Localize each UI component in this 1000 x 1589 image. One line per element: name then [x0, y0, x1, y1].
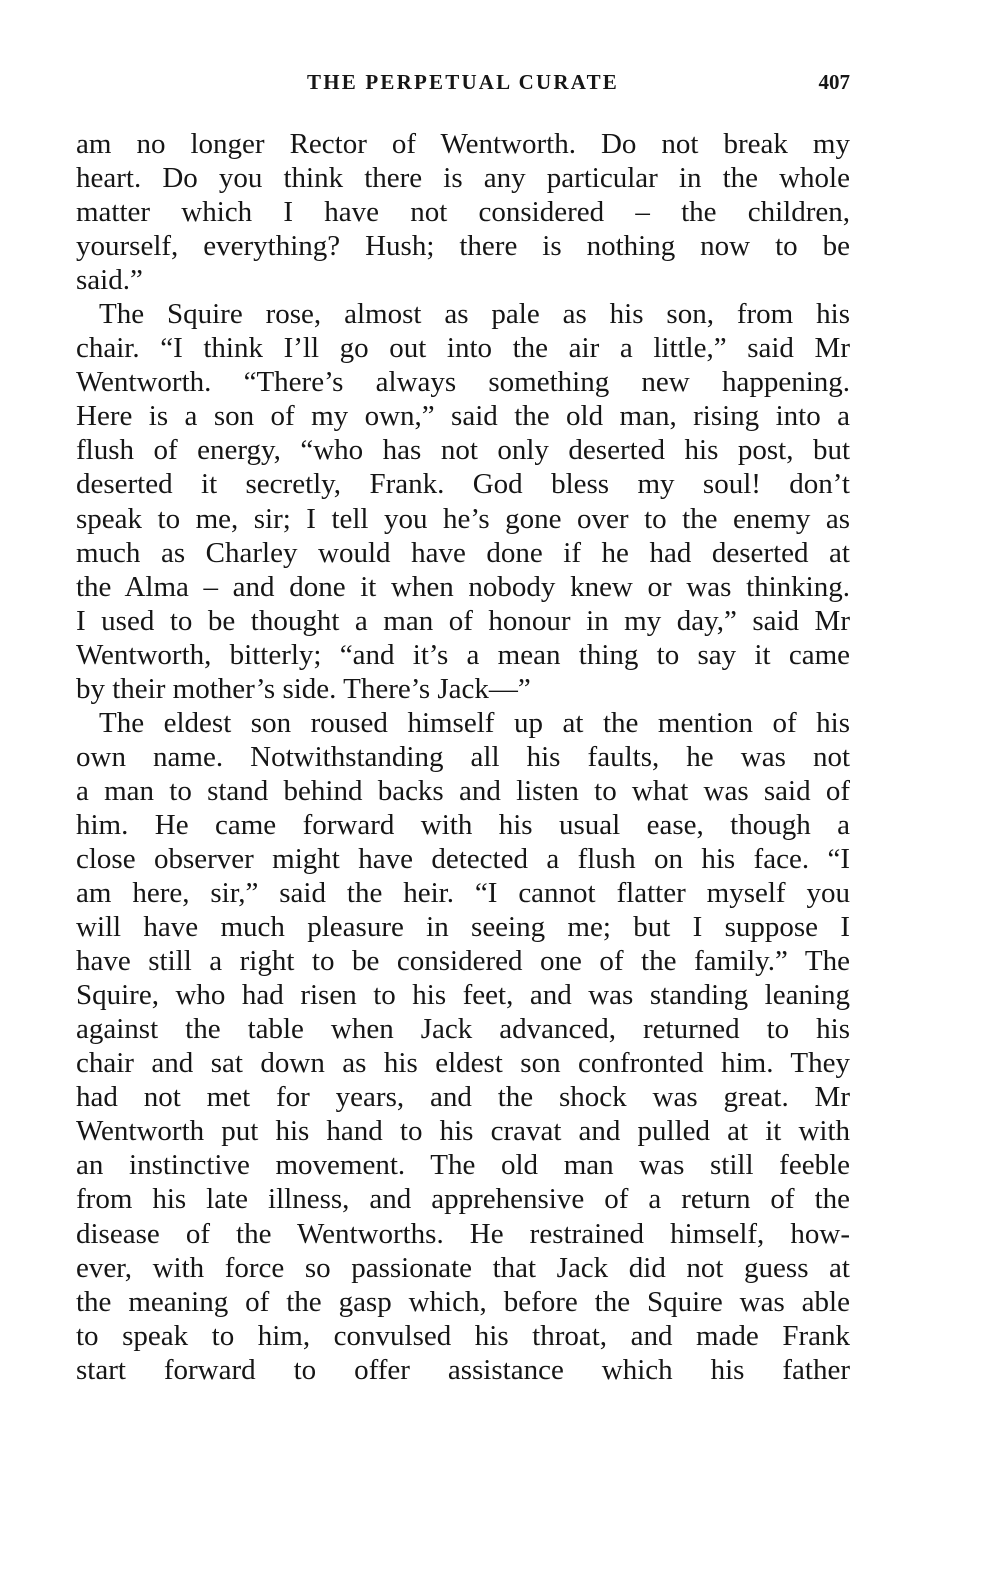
text-line: Here is a son of my own,” said the old man, rising into a	[76, 400, 850, 433]
text-line: I used to be thought a man of honour in my day,” said Mr	[76, 604, 850, 637]
text-line: am here, sir,” said the heir. “I cannot flatter myself you	[76, 877, 850, 910]
text-line: him. He came forward with his usual ease, though a	[76, 808, 850, 841]
text-line: Wentworth put his hand to his cravat and pulled at it with	[76, 1115, 850, 1148]
text-line: from his late illness, and apprehensive of a return of the	[76, 1183, 850, 1216]
text-line: speak to me, sir; I tell you he’s gone over to the enemy as	[76, 502, 850, 535]
text-line: by their mother’s side. There’s Jack—”	[76, 672, 531, 705]
text-line: an instinctive movement. The old man was still feeble	[76, 1149, 850, 1182]
text-line: said.”	[76, 264, 143, 297]
text-line: am no longer Rector of Wentworth. Do not break my	[76, 128, 850, 160]
text-line: matter which I have not considered – the children,	[76, 196, 850, 229]
text-line: Wentworth. “There’s always something new happening.	[76, 366, 850, 399]
text-line: yourself, everything? Hush; there is nothing now to be	[76, 230, 850, 263]
text-line: have still a right to be considered one of the family.” The	[76, 945, 850, 978]
text-line: The Squire rose, almost as pale as his son, from his	[99, 298, 850, 331]
text-line: start forward to offer assistance which his father	[76, 1353, 850, 1386]
text-line: The eldest son roused himself up at the mention of his	[99, 706, 850, 739]
text-line: the Alma – and done it when nobody knew or was thinking.	[76, 570, 850, 603]
running-head	[76, 70, 850, 102]
text-line: chair. “I think I’ll go out into the air a little,” said Mr	[76, 332, 850, 365]
running-title: THE PERPETUAL CURATE	[307, 70, 619, 94]
text-line: had not met for years, and the shock was great. Mr	[76, 1081, 850, 1114]
text-line: Squire, who had risen to his feet, and was standing leaning	[76, 979, 850, 1012]
text-line: much as Charley would have done if he had deserted at	[76, 536, 850, 569]
page-number: 407	[818, 70, 850, 94]
text-line: Wentworth, bitterly; “and it’s a mean thing to say it came	[76, 638, 850, 671]
text-line: against the table when Jack advanced, returned to his	[76, 1013, 850, 1046]
text-line: the meaning of the gasp which, before the Squire was able	[76, 1285, 850, 1318]
body-text	[76, 127, 850, 1387]
text-line: disease of the Wentworths. He restrained himself, how-	[76, 1217, 850, 1250]
text-line: to speak to him, convulsed his throat, and made Frank	[76, 1319, 850, 1352]
text-line: ever, with force so passionate that Jack did not guess at	[76, 1251, 850, 1284]
text-line: heart. Do you think there is any particular in the whole	[76, 162, 850, 195]
text-line: chair and sat down as his eldest son confronted him. They	[76, 1047, 850, 1080]
text-line: flush of energy, “who has not only deserted his post, but	[76, 434, 850, 467]
text-line: will have much pleasure in seeing me; but I suppose I	[76, 911, 850, 944]
text-line: close observer might have detected a flush on his face. “I	[76, 842, 850, 875]
text-line: own name. Notwithstanding all his faults, he was not	[76, 740, 850, 773]
text-line: deserted it secretly, Frank. God bless my soul! don’t	[76, 468, 850, 501]
text-line: a man to stand behind backs and listen to what was said of	[76, 774, 850, 807]
